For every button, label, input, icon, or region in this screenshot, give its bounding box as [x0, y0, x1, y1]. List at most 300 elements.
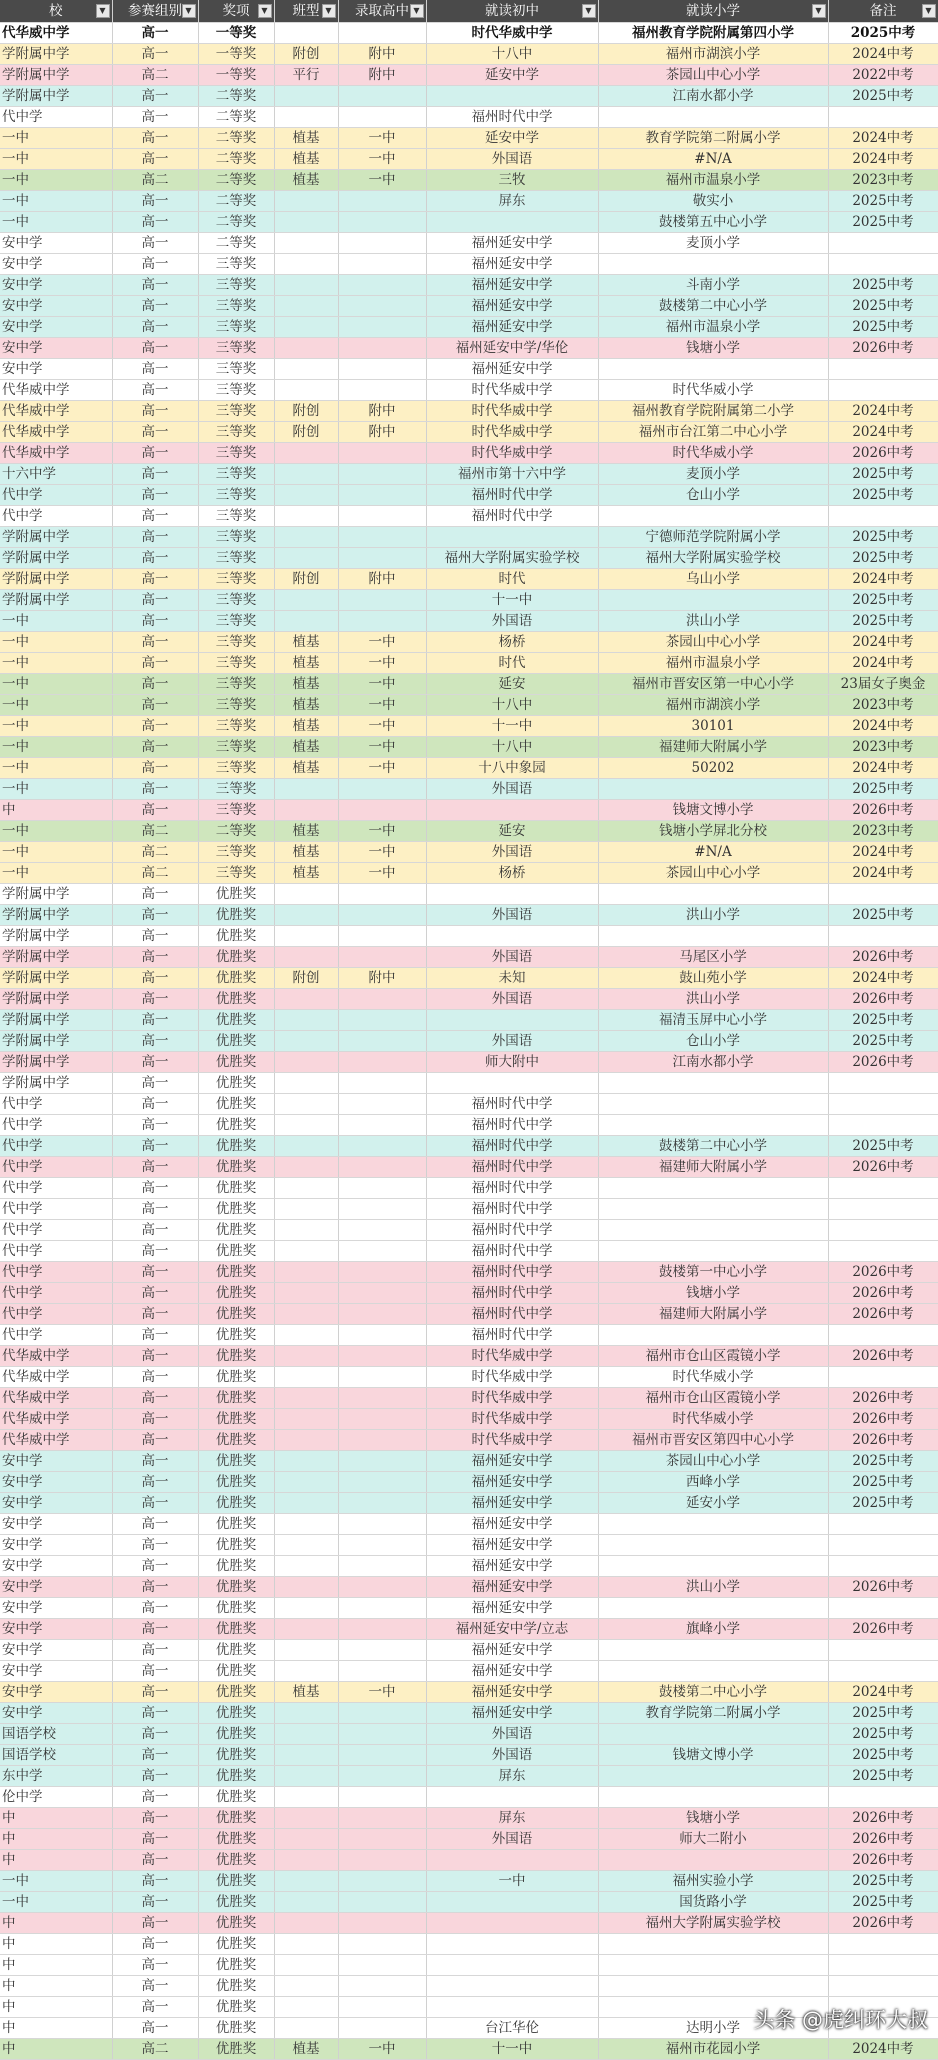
cell[interactable]: 安中学 — [0, 1598, 112, 1619]
cell[interactable]: 高一 — [112, 1850, 198, 1871]
cell[interactable] — [338, 317, 426, 338]
cell[interactable] — [274, 212, 338, 233]
cell[interactable]: 优胜奖 — [198, 1346, 274, 1367]
cell[interactable]: 高一 — [112, 1220, 198, 1241]
cell[interactable] — [274, 800, 338, 821]
cell[interactable]: 福州教育学院附属第二小学 — [598, 401, 828, 422]
cell[interactable]: 延安 — [426, 821, 598, 842]
cell[interactable]: 钱塘小学 — [598, 1808, 828, 1829]
cell[interactable]: 教育学院第二附属小学 — [598, 128, 828, 149]
cell[interactable]: 洪山小学 — [598, 989, 828, 1010]
cell[interactable]: 优胜奖 — [198, 1682, 274, 1703]
cell[interactable]: 二等奖 — [198, 212, 274, 233]
cell[interactable]: 2026中考 — [828, 1913, 938, 1934]
cell[interactable] — [338, 1325, 426, 1346]
cell[interactable]: 2025中考 — [828, 1493, 938, 1514]
cell[interactable] — [274, 1955, 338, 1976]
cell[interactable]: 一中 — [338, 716, 426, 737]
cell[interactable]: 福州时代中学 — [426, 1178, 598, 1199]
cell[interactable]: 马尾区小学 — [598, 947, 828, 968]
cell[interactable]: 优胜奖 — [198, 1598, 274, 1619]
cell[interactable]: 学附属中学 — [0, 548, 112, 569]
cell[interactable]: 福州市晋安区第四中心小学 — [598, 1430, 828, 1451]
cell[interactable]: 福州时代中学 — [426, 1325, 598, 1346]
cell[interactable]: 福州时代中学 — [426, 107, 598, 128]
cell[interactable]: 东中学 — [0, 1766, 112, 1787]
cell[interactable]: 2026中考 — [828, 1430, 938, 1451]
cell[interactable]: 代中学 — [0, 1241, 112, 1262]
cell[interactable]: 中 — [0, 1850, 112, 1871]
cell[interactable] — [338, 947, 426, 968]
cell[interactable]: 2026中考 — [828, 1850, 938, 1871]
cell[interactable]: 福州延安中学 — [426, 275, 598, 296]
cell[interactable]: 一中 — [0, 653, 112, 674]
cell[interactable]: 十八中象园 — [426, 758, 598, 779]
cell[interactable]: 优胜奖 — [198, 2018, 274, 2039]
cell[interactable] — [426, 527, 598, 548]
cell[interactable]: 中 — [0, 800, 112, 821]
cell[interactable] — [274, 1787, 338, 1808]
cell[interactable] — [274, 1304, 338, 1325]
cell[interactable] — [338, 1472, 426, 1493]
cell[interactable]: 三等奖 — [198, 527, 274, 548]
cell[interactable]: 附中 — [338, 65, 426, 86]
cell[interactable] — [338, 1556, 426, 1577]
cell[interactable] — [274, 1199, 338, 1220]
cell[interactable]: 优胜奖 — [198, 1619, 274, 1640]
cell[interactable]: 十八中 — [426, 737, 598, 758]
cell[interactable] — [274, 296, 338, 317]
cell[interactable]: 福州延安中学 — [426, 1556, 598, 1577]
cell[interactable]: 福建师大附属小学 — [598, 1304, 828, 1325]
cell[interactable]: 学附属中学 — [0, 1010, 112, 1031]
cell[interactable]: 优胜奖 — [198, 926, 274, 947]
cell[interactable]: 2025中考 — [828, 191, 938, 212]
cell[interactable]: 代华威中学 — [0, 380, 112, 401]
cell[interactable]: 福州延安中学 — [426, 1682, 598, 1703]
cell[interactable]: 一等奖 — [198, 23, 274, 44]
cell[interactable]: 优胜奖 — [198, 1430, 274, 1451]
filter-dropdown-icon[interactable]: ▼ — [258, 4, 272, 18]
cell[interactable]: 鼓楼第五中心小学 — [598, 212, 828, 233]
cell[interactable]: 优胜奖 — [198, 1955, 274, 1976]
cell[interactable]: 30101 — [598, 716, 828, 737]
cell[interactable] — [598, 590, 828, 611]
cell[interactable]: 一中 — [338, 821, 426, 842]
cell[interactable]: 一中 — [338, 632, 426, 653]
cell[interactable] — [828, 1598, 938, 1619]
cell[interactable]: 附中 — [338, 569, 426, 590]
cell[interactable]: 福清玉屏中心小学 — [598, 1010, 828, 1031]
cell[interactable]: 植基 — [274, 737, 338, 758]
cell[interactable]: 一中 — [338, 128, 426, 149]
cell[interactable]: 2025中考 — [828, 1703, 938, 1724]
cell[interactable]: 鼓楼第二中心小学 — [598, 296, 828, 317]
cell[interactable]: 高一 — [112, 1787, 198, 1808]
cell[interactable]: 鼓楼第二中心小学 — [598, 1136, 828, 1157]
cell[interactable]: 植基 — [274, 674, 338, 695]
cell[interactable]: 钱塘小学 — [598, 1283, 828, 1304]
cell[interactable]: 安中学 — [0, 1556, 112, 1577]
cell[interactable]: 一中 — [0, 758, 112, 779]
cell[interactable] — [274, 1850, 338, 1871]
cell[interactable]: 优胜奖 — [198, 1913, 274, 1934]
cell[interactable]: 福州延安中学 — [426, 1493, 598, 1514]
cell[interactable] — [274, 926, 338, 947]
cell[interactable]: 高一 — [112, 611, 198, 632]
cell[interactable]: 中 — [0, 1934, 112, 1955]
cell[interactable] — [598, 1640, 828, 1661]
cell[interactable] — [598, 254, 828, 275]
cell[interactable]: 高一 — [112, 1136, 198, 1157]
cell[interactable] — [338, 1535, 426, 1556]
cell[interactable]: 安中学 — [0, 275, 112, 296]
cell[interactable]: 福州时代中学 — [426, 1199, 598, 1220]
cell[interactable]: 福州市温泉小学 — [598, 170, 828, 191]
cell[interactable]: 屏东 — [426, 1808, 598, 1829]
cell[interactable]: 优胜奖 — [198, 1787, 274, 1808]
cell[interactable]: 植基 — [274, 716, 338, 737]
cell[interactable] — [426, 1850, 598, 1871]
cell[interactable] — [426, 800, 598, 821]
cell[interactable] — [598, 1787, 828, 1808]
cell[interactable]: 高一 — [112, 1535, 198, 1556]
cell[interactable]: 高二 — [112, 863, 198, 884]
cell[interactable] — [828, 359, 938, 380]
cell[interactable]: 中 — [0, 1808, 112, 1829]
cell[interactable] — [274, 1724, 338, 1745]
cell[interactable]: 学附属中学 — [0, 1031, 112, 1052]
cell[interactable]: 福州大学附属实验学校 — [598, 548, 828, 569]
cell[interactable]: 中 — [0, 1997, 112, 2018]
cell[interactable] — [828, 1220, 938, 1241]
cell[interactable]: 优胜奖 — [198, 1745, 274, 1766]
col-header-award[interactable]: 奖项 ▼ — [198, 0, 274, 23]
cell[interactable]: 优胜奖 — [198, 1325, 274, 1346]
cell[interactable] — [274, 884, 338, 905]
cell[interactable]: 2026中考 — [828, 1052, 938, 1073]
cell[interactable]: 高一 — [112, 1073, 198, 1094]
cell[interactable]: 福州时代中学 — [426, 506, 598, 527]
cell[interactable] — [274, 443, 338, 464]
cell[interactable]: 优胜奖 — [198, 1367, 274, 1388]
cell[interactable]: 高一 — [112, 149, 198, 170]
cell[interactable]: 外国语 — [426, 779, 598, 800]
cell[interactable]: 一中 — [0, 632, 112, 653]
cell[interactable]: 一中 — [0, 716, 112, 737]
cell[interactable]: 2025中考 — [828, 1724, 938, 1745]
cell[interactable] — [274, 1913, 338, 1934]
cell[interactable]: 植基 — [274, 2039, 338, 2060]
cell[interactable]: 优胜奖 — [198, 1850, 274, 1871]
cell[interactable]: 优胜奖 — [198, 1766, 274, 1787]
cell[interactable] — [274, 1871, 338, 1892]
cell[interactable]: 优胜奖 — [198, 1262, 274, 1283]
cell[interactable] — [274, 1556, 338, 1577]
cell[interactable] — [828, 506, 938, 527]
cell[interactable]: 十一中 — [426, 2039, 598, 2060]
cell[interactable]: 高一 — [112, 1199, 198, 1220]
cell[interactable]: 洪山小学 — [598, 1577, 828, 1598]
cell[interactable] — [338, 1304, 426, 1325]
cell[interactable]: 学附属中学 — [0, 947, 112, 968]
cell[interactable]: 福州延安中学 — [426, 359, 598, 380]
cell[interactable] — [338, 1031, 426, 1052]
cell[interactable] — [274, 1220, 338, 1241]
cell[interactable]: 2024中考 — [828, 1682, 938, 1703]
cell[interactable]: 福州延安中学 — [426, 1661, 598, 1682]
cell[interactable]: 福州延安中学/华伦 — [426, 338, 598, 359]
cell[interactable]: 钱塘文博小学 — [598, 1745, 828, 1766]
cell[interactable] — [338, 485, 426, 506]
cell[interactable] — [828, 1241, 938, 1262]
cell[interactable] — [338, 1808, 426, 1829]
cell[interactable]: 学附属中学 — [0, 968, 112, 989]
cell[interactable]: 仓山小学 — [598, 485, 828, 506]
cell[interactable] — [598, 1325, 828, 1346]
cell[interactable]: 高一 — [112, 674, 198, 695]
cell[interactable] — [338, 1241, 426, 1262]
cell[interactable]: 一中 — [0, 695, 112, 716]
cell[interactable]: 一中 — [0, 191, 112, 212]
cell[interactable] — [598, 1178, 828, 1199]
cell[interactable]: 优胜奖 — [198, 1535, 274, 1556]
cell[interactable]: 时代华威中学 — [426, 401, 598, 422]
cell[interactable]: 时代华威小学 — [598, 1409, 828, 1430]
cell[interactable] — [338, 506, 426, 527]
cell[interactable]: 学附属中学 — [0, 989, 112, 1010]
cell[interactable]: 茶园山中心小学 — [598, 863, 828, 884]
cell[interactable]: 学附属中学 — [0, 884, 112, 905]
cell[interactable]: 高一 — [112, 1157, 198, 1178]
col-header-primary-school[interactable]: 就读小学 ▼ — [598, 0, 828, 23]
cell[interactable]: 国货路小学 — [598, 1892, 828, 1913]
cell[interactable]: 学附属中学 — [0, 527, 112, 548]
cell[interactable]: 代华威中学 — [0, 23, 112, 44]
cell[interactable]: 高一 — [112, 401, 198, 422]
cell[interactable]: 三等奖 — [198, 632, 274, 653]
cell[interactable]: 高一 — [112, 1493, 198, 1514]
cell[interactable]: 高一 — [112, 1976, 198, 1997]
cell[interactable]: 2025中考 — [828, 611, 938, 632]
cell[interactable]: 国语学校 — [0, 1745, 112, 1766]
cell[interactable]: 二等奖 — [198, 191, 274, 212]
cell[interactable] — [598, 1724, 828, 1745]
cell[interactable] — [828, 1661, 938, 1682]
cell[interactable]: 一中 — [338, 737, 426, 758]
cell[interactable]: #N/A — [598, 149, 828, 170]
cell[interactable]: 优胜奖 — [198, 905, 274, 926]
cell[interactable]: 代华威中学 — [0, 1409, 112, 1430]
cell[interactable] — [828, 1556, 938, 1577]
cell[interactable]: 高一 — [112, 233, 198, 254]
cell[interactable] — [426, 1010, 598, 1031]
cell[interactable] — [338, 1850, 426, 1871]
cell[interactable] — [338, 1157, 426, 1178]
cell[interactable]: 2026中考 — [828, 338, 938, 359]
cell[interactable] — [274, 1262, 338, 1283]
cell[interactable]: 高一 — [112, 1619, 198, 1640]
cell[interactable]: 高一 — [112, 1451, 198, 1472]
cell[interactable] — [426, 1997, 598, 2018]
cell[interactable]: 2026中考 — [828, 1304, 938, 1325]
cell[interactable]: 三等奖 — [198, 653, 274, 674]
cell[interactable]: 代华威中学 — [0, 1367, 112, 1388]
cell[interactable]: 高一 — [112, 1262, 198, 1283]
cell[interactable]: 斗南小学 — [598, 275, 828, 296]
cell[interactable] — [274, 1031, 338, 1052]
cell[interactable]: 福州市花园小学 — [598, 2039, 828, 2060]
cell[interactable] — [338, 1493, 426, 1514]
cell[interactable] — [274, 86, 338, 107]
cell[interactable]: 高一 — [112, 1892, 198, 1913]
cell[interactable] — [338, 1283, 426, 1304]
cell[interactable] — [338, 212, 426, 233]
cell[interactable]: 鼓楼第一中心小学 — [598, 1262, 828, 1283]
cell[interactable]: 2026中考 — [828, 800, 938, 821]
cell[interactable]: 时代华威中学 — [426, 422, 598, 443]
cell[interactable] — [274, 1535, 338, 1556]
cell[interactable]: 十一中 — [426, 716, 598, 737]
cell[interactable]: 国语学校 — [0, 1724, 112, 1745]
cell[interactable]: 麦顶小学 — [598, 464, 828, 485]
cell[interactable]: 优胜奖 — [198, 1556, 274, 1577]
cell[interactable] — [828, 254, 938, 275]
cell[interactable]: 优胜奖 — [198, 1934, 274, 1955]
cell[interactable]: 植基 — [274, 842, 338, 863]
cell[interactable]: 延安中学 — [426, 128, 598, 149]
filter-dropdown-icon[interactable]: ▼ — [812, 4, 826, 18]
cell[interactable] — [274, 1703, 338, 1724]
cell[interactable] — [338, 1136, 426, 1157]
cell[interactable]: 延安 — [426, 674, 598, 695]
cell[interactable]: 高一 — [112, 359, 198, 380]
cell[interactable]: 高一 — [112, 506, 198, 527]
cell[interactable]: 代中学 — [0, 1094, 112, 1115]
cell[interactable] — [338, 233, 426, 254]
cell[interactable]: 三等奖 — [198, 548, 274, 569]
cell[interactable]: 高一 — [112, 338, 198, 359]
cell[interactable]: 2024中考 — [828, 632, 938, 653]
cell[interactable]: 三等奖 — [198, 401, 274, 422]
cell[interactable]: 一中 — [0, 212, 112, 233]
cell[interactable]: 优胜奖 — [198, 947, 274, 968]
cell[interactable]: 鼓楼第二中心小学 — [598, 1682, 828, 1703]
cell[interactable]: 高一 — [112, 1577, 198, 1598]
cell[interactable]: 高一 — [112, 1955, 198, 1976]
cell[interactable]: 茶园山中心小学 — [598, 632, 828, 653]
cell[interactable] — [598, 1766, 828, 1787]
cell[interactable]: 2023中考 — [828, 695, 938, 716]
col-header-notes[interactable]: 备注 ▼ — [828, 0, 938, 23]
cell[interactable] — [274, 1934, 338, 1955]
cell[interactable]: 优胜奖 — [198, 1409, 274, 1430]
cell[interactable] — [274, 1136, 338, 1157]
cell[interactable]: 平行 — [274, 65, 338, 86]
cell[interactable] — [338, 464, 426, 485]
cell[interactable]: 福州延安中学 — [426, 1703, 598, 1724]
cell[interactable]: 代中学 — [0, 1157, 112, 1178]
cell[interactable]: 植基 — [274, 632, 338, 653]
cell[interactable]: 宁德师范学院附属小学 — [598, 527, 828, 548]
cell[interactable]: 三等奖 — [198, 275, 274, 296]
cell[interactable]: 附中 — [338, 422, 426, 443]
cell[interactable]: 高一 — [112, 716, 198, 737]
cell[interactable] — [274, 548, 338, 569]
cell[interactable]: 时代华威中学 — [426, 1409, 598, 1430]
cell[interactable] — [338, 548, 426, 569]
cell[interactable]: 福州市温泉小学 — [598, 653, 828, 674]
cell[interactable]: 一中 — [0, 863, 112, 884]
cell[interactable] — [338, 1073, 426, 1094]
cell[interactable] — [338, 23, 426, 44]
cell[interactable]: 高一 — [112, 569, 198, 590]
cell[interactable]: 优胜奖 — [198, 989, 274, 1010]
cell[interactable] — [828, 1976, 938, 1997]
cell[interactable]: 福州时代中学 — [426, 1283, 598, 1304]
cell[interactable] — [274, 779, 338, 800]
cell[interactable] — [338, 191, 426, 212]
cell[interactable] — [274, 1745, 338, 1766]
cell[interactable]: 优胜奖 — [198, 1997, 274, 2018]
cell[interactable]: 2025中考 — [828, 1892, 938, 1913]
cell[interactable]: 高一 — [112, 1871, 198, 1892]
filter-dropdown-icon[interactable]: ▼ — [582, 4, 596, 18]
cell[interactable]: 时代华威小学 — [598, 443, 828, 464]
cell[interactable]: 一中 — [0, 737, 112, 758]
col-header-group[interactable]: 参赛组别 ▼ — [112, 0, 198, 23]
cell[interactable] — [426, 1913, 598, 1934]
cell[interactable]: 伦中学 — [0, 1787, 112, 1808]
cell[interactable] — [338, 380, 426, 401]
cell[interactable] — [274, 1598, 338, 1619]
cell[interactable] — [426, 1892, 598, 1913]
cell[interactable] — [598, 506, 828, 527]
cell[interactable] — [828, 884, 938, 905]
cell[interactable]: 教育学院第二附属小学 — [598, 1703, 828, 1724]
cell[interactable]: 安中学 — [0, 254, 112, 275]
cell[interactable] — [274, 275, 338, 296]
cell[interactable]: 2026中考 — [828, 989, 938, 1010]
cell[interactable]: 代中学 — [0, 485, 112, 506]
cell[interactable]: 2026中考 — [828, 1409, 938, 1430]
cell[interactable]: 50202 — [598, 758, 828, 779]
filter-dropdown-icon[interactable]: ▼ — [922, 4, 936, 18]
cell[interactable]: 二等奖 — [198, 86, 274, 107]
cell[interactable] — [274, 1619, 338, 1640]
cell[interactable]: 一中 — [338, 653, 426, 674]
cell[interactable]: 一中 — [338, 149, 426, 170]
cell[interactable]: 三等奖 — [198, 506, 274, 527]
cell[interactable]: 高一 — [112, 905, 198, 926]
cell[interactable]: 代中学 — [0, 1283, 112, 1304]
cell[interactable] — [338, 1661, 426, 1682]
cell[interactable] — [274, 611, 338, 632]
cell[interactable]: 一中 — [338, 1682, 426, 1703]
cell[interactable] — [828, 1514, 938, 1535]
cell[interactable] — [828, 1934, 938, 1955]
cell[interactable] — [274, 338, 338, 359]
cell[interactable] — [828, 1094, 938, 1115]
cell[interactable]: 2023中考 — [828, 821, 938, 842]
cell[interactable]: 高二 — [112, 842, 198, 863]
cell[interactable]: 优胜奖 — [198, 1052, 274, 1073]
cell[interactable]: 2026中考 — [828, 1283, 938, 1304]
cell[interactable]: 时代华威中学 — [426, 1367, 598, 1388]
cell[interactable]: 23届女子奥金 — [828, 674, 938, 695]
cell[interactable]: 2025中考 — [828, 1871, 938, 1892]
cell[interactable] — [274, 1640, 338, 1661]
